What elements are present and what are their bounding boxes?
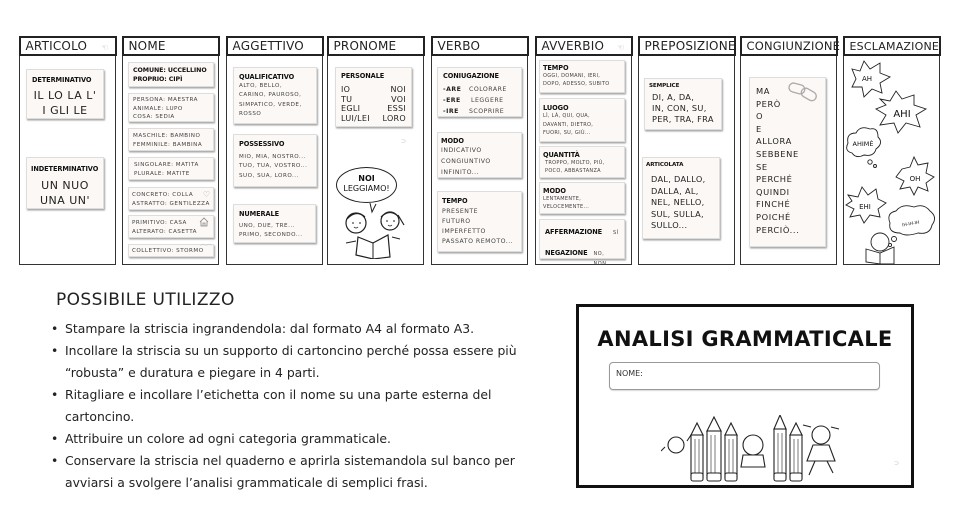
column-title: NOME (128, 38, 166, 53)
card-title: MODO (543, 187, 566, 195)
column-verbo (431, 36, 528, 265)
card-title: QUANTITÀ (543, 151, 580, 159)
svg-text:IH-IH-IH: IH-IH-IH (901, 220, 920, 229)
svg-text:AH: AH (861, 75, 873, 83)
line: PASSATO REMOTO... (442, 238, 514, 245)
ending: -IRE (443, 108, 459, 115)
usage-list (48, 318, 548, 494)
card-modo (539, 182, 625, 214)
singular: LUI/LEI (341, 113, 370, 123)
svg-text:AHIMÈ: AHIMÈ (852, 140, 874, 148)
line: LENTAMENTE, (543, 196, 582, 202)
card-determinativo (26, 69, 104, 119)
column-title: AVVERBIO (541, 38, 605, 53)
plural: LORO (382, 113, 406, 123)
column-header (327, 36, 425, 56)
column-aggettivo (226, 36, 323, 265)
card-personale (335, 67, 412, 127)
card-indeterminativo (26, 157, 104, 209)
plural: ESSI (387, 104, 406, 113)
label-title: ANALISI GRAMMATICALE (597, 327, 893, 351)
pair-label: AFFERMAZIONE (545, 228, 603, 236)
kids-pencils-illustration (661, 415, 861, 485)
column-title: VERBO (437, 38, 481, 53)
usage-item: • Attribuire un colore ad ogni categoria grammaticale. (48, 428, 548, 450)
conjugation-row (443, 106, 516, 117)
line: E (756, 123, 762, 134)
card-body (27, 178, 103, 208)
line: MA (756, 86, 771, 96)
ending: -ARE (443, 86, 462, 93)
card-title: TEMPO (442, 197, 468, 205)
card-quantita (539, 146, 625, 178)
line: ALTERATO: CASETTA (132, 228, 198, 235)
usage-item: • Incollare la striscia su un supporto di cartoncino perché possa essere più “robusta” e duratura e piegare in 4 parti. (48, 340, 548, 384)
column-title: PRONOME (333, 38, 397, 53)
line: SULLO... (651, 220, 688, 230)
line: OGGI, DOMANI, IERI, (543, 73, 601, 79)
line: ROSSO (239, 111, 262, 118)
column-esclamazione (843, 36, 940, 265)
line: PRIMITIVO: CASA (132, 220, 187, 226)
card-luogo (539, 98, 625, 142)
logo-icon: ⊃ (893, 460, 899, 467)
singular: IO (341, 85, 351, 94)
line: ALLORA (756, 136, 792, 147)
plural: NOI (390, 85, 406, 94)
line: FEMMINILE: BAMBINA (133, 141, 203, 148)
card-singolare-plurale (128, 157, 214, 180)
line: UNA UN' (39, 194, 91, 207)
exclamation-bubbles-illustration (844, 57, 939, 264)
line: COMUNE: UCCELLINO (133, 67, 207, 74)
column-header (740, 36, 841, 56)
line: DOPO, ADESSO, SUBITO (543, 81, 610, 87)
line: POCO, ABBASTANZA (545, 168, 601, 174)
column-title: ARTICOLO (25, 38, 88, 53)
line: DI, A, DA, (652, 92, 695, 102)
line: I GLI LE (42, 104, 88, 117)
card-title: NUMERALE (239, 210, 280, 218)
line: DALLA, AL, (651, 185, 699, 196)
column-title: AGGETTIVO (232, 38, 304, 53)
column-header (535, 36, 633, 56)
line: CARINO, PAUROSO, (239, 92, 302, 99)
line: FUORI, SU, GIÙ... (543, 130, 591, 136)
card-collettivo (128, 244, 214, 257)
bubble-bold: NOI (358, 174, 375, 183)
line: PERCHÉ (756, 174, 793, 185)
line: PRESENTE (442, 208, 479, 215)
column-header (226, 36, 324, 56)
line: VELOCEMENTE... (543, 204, 590, 210)
pronoun-row (341, 104, 406, 114)
usage-item: • Stampare la striscia ingrandendola: dal formato A4 al formato A3. (48, 318, 548, 340)
example: LEGGERE (471, 97, 504, 104)
line: SUL, SULLA, (651, 208, 704, 219)
card-title: DETERMINATIVO (32, 76, 92, 84)
line: QUINDI (756, 186, 790, 197)
card-congiunzioni (749, 77, 826, 247)
line: UN NUO (41, 179, 89, 192)
svg-text:EHI: EHI (859, 203, 871, 211)
column-header (19, 36, 117, 56)
line: SEBBENE (756, 148, 799, 159)
card-title: POSSESSIVO (239, 140, 285, 148)
ending: -ERE (443, 97, 461, 104)
svg-text:OH: OH (909, 175, 921, 183)
line: O (756, 111, 764, 122)
logo-icon: ⊃ (401, 138, 407, 145)
heart-icon: ♡ (202, 190, 210, 199)
line: PERSONA: MAESTRA (133, 97, 198, 103)
singular: TU (341, 94, 353, 104)
column-nome (122, 36, 219, 265)
line: TUO, TUA, VOSTRO... (239, 163, 308, 170)
card-comune-proprio (128, 62, 214, 87)
line: SUO, SUA, LORO... (239, 172, 299, 179)
pronoun-row (341, 114, 406, 124)
card-semplice (644, 78, 722, 130)
example: SCOPRIRE (469, 108, 505, 115)
column-avverbio (535, 36, 632, 265)
line: PROPRIO: CIPÌ (133, 76, 183, 83)
line: ANIMALE: LUPO (133, 105, 183, 112)
line: IMPERFETTO (442, 228, 486, 235)
column-articolo (19, 36, 116, 265)
usage-item: • Conservare la striscia nel quaderno e aprirla sistemandola sul banco per avviarsi a svolgere l’analisi grammaticale di semplici frasi. (48, 450, 548, 494)
column-header (431, 36, 529, 56)
line: PERÒ (756, 98, 781, 109)
card-primitivo-alterato (128, 215, 214, 238)
bubble-text: LEGGIAMO! (343, 184, 390, 193)
card-modo (437, 132, 522, 178)
pair-row (545, 228, 619, 238)
usage-item: • Ritagliare e incollare l’etichetta con il nome su una parte esterna del cartoncino. (48, 384, 548, 428)
line: ASTRATTO: GENTILEZZA (132, 200, 210, 207)
column-title: CONGIUNZIONE (746, 38, 841, 53)
line: CONGIUNTIVO (441, 158, 491, 165)
line: FINCHÉ (756, 199, 791, 210)
card-tempo (437, 191, 522, 252)
singular: EGLI (341, 104, 361, 113)
card-numerale (233, 204, 316, 243)
line: INFINITO... (441, 169, 480, 176)
column-preposizione (638, 36, 735, 265)
line: PER, TRA, FRA (652, 114, 714, 124)
line: COLLETTIVO: STORMO (132, 248, 204, 254)
line: IL LO LA L' (33, 89, 97, 102)
line: UNO, DUE, TRE... (239, 223, 295, 229)
name-field-label: NOME: (616, 369, 643, 378)
column-header (638, 36, 736, 56)
line: NEL, NELLO, (651, 197, 705, 207)
speech-bubble (336, 167, 397, 203)
card-articolata (642, 157, 720, 239)
card-title: TEMPO (543, 64, 569, 72)
pointing-hand-icon: ☜ (101, 42, 109, 52)
column-pronome (327, 36, 424, 265)
pair-value: NO, NON (593, 251, 607, 267)
column-title: ESCLAMAZIONE (849, 39, 940, 53)
pointing-hand-icon: ☜ (617, 42, 625, 52)
card-title: PERSONALE (341, 72, 385, 80)
conjugation-row (443, 84, 516, 95)
card-title: MODO (441, 137, 464, 145)
line: LÌ, LÀ, QUI, QUA, (543, 113, 590, 119)
pair-value: SÌ (613, 230, 619, 236)
line: PLURALE: MATITE (134, 170, 190, 177)
name-field[interactable] (609, 362, 880, 390)
birds-icon: ⌒⌒ (199, 245, 212, 252)
line: COSA: SEDIA (133, 114, 175, 120)
svg-text:AHI: AHI (893, 109, 911, 120)
house-icon (199, 217, 209, 227)
line: PERCIÒ... (756, 224, 800, 235)
card-maschile-femminile (128, 128, 214, 151)
conjugation-row (443, 95, 516, 106)
card-persona-animale-cosa (128, 93, 214, 122)
chain-icon (787, 81, 821, 103)
plural: VOI (391, 94, 406, 104)
line: DAVANTI, DIETRO, (543, 121, 594, 128)
column-congiunzione (740, 36, 841, 265)
card-tempo (539, 60, 625, 93)
line: TROPPO, MOLTO, PIÙ, (545, 160, 605, 166)
card-title: ARTICOLATA (646, 162, 684, 168)
line: DAL, DALLO, (651, 174, 706, 184)
pair-row (545, 249, 619, 269)
card-concreto-astratto (128, 187, 214, 210)
card-affermazione-negazione (539, 219, 625, 267)
line: MASCHILE: BAMBINO (133, 133, 201, 139)
pronoun-row (341, 95, 406, 105)
card-possessivo (233, 134, 317, 187)
name-label-card (576, 304, 914, 488)
children-reading-illustration (338, 203, 408, 259)
card-body (27, 88, 103, 118)
usage-title: POSSIBILE UTILIZZO (56, 290, 235, 310)
card-title: INDETERMINATIVO (31, 165, 99, 173)
line: SE (756, 161, 768, 172)
card-coniugazione (437, 67, 522, 117)
column-header (843, 36, 941, 56)
card-title: QUALIFICATIVO (239, 73, 295, 81)
pronoun-row (341, 85, 406, 95)
card-title: CONIUGAZIONE (443, 72, 499, 80)
line: MIO, MIA, NOSTRO... (239, 154, 306, 160)
card-qualificativo (233, 67, 317, 124)
card-title: LUOGO (543, 104, 569, 112)
pair-label: NEGAZIONE (545, 249, 588, 258)
line: INDICATIVO (441, 147, 482, 154)
line: ALTO, BELLO, (239, 83, 283, 89)
line: PRIMO, SECONDO... (239, 232, 303, 239)
line: IN, CON, SU, (652, 103, 707, 113)
column-header (122, 36, 220, 56)
line: SINGOLARE: MATITA (134, 162, 199, 168)
column-title: PREPOSIZIONE (644, 38, 736, 53)
line: CONCRETO: COLLA (132, 192, 194, 198)
example: COLORARE (469, 86, 507, 93)
line: POICHÉ (756, 211, 791, 222)
line: FUTURO (442, 218, 471, 225)
line: SIMPATICO, VERDE, (239, 101, 302, 108)
card-title: SEMPLICE (649, 83, 680, 89)
